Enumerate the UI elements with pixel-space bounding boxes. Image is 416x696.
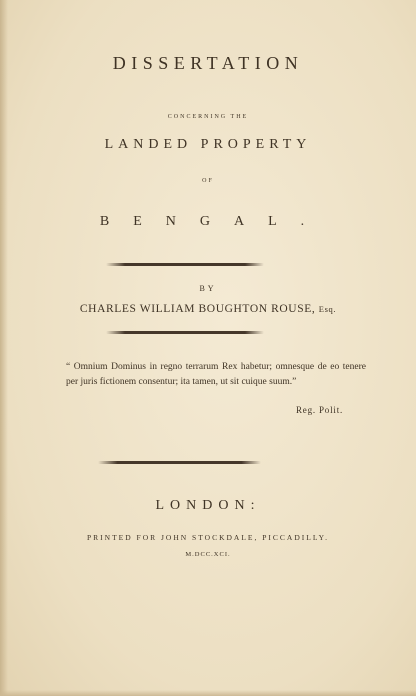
subject-line: LANDED PROPERTY: [104, 137, 312, 152]
author-name: CHARLES WILLIAM BOUGHTON ROUSE,: [79, 303, 316, 315]
epigraph: “ Omnium Dominus in regno terrarum Rex habetur; omnesque de eo tenere per juris fictionem consentur; ita tamen, ut sit cuique suum.”: [66, 362, 366, 387]
imprint: PRINTED FOR JOHN STOCKDALE, PICCADILLY.: [87, 533, 329, 542]
epigraph-source: Reg. Polit.: [296, 405, 344, 415]
ornamental-rule-middle: [106, 331, 264, 334]
ornamental-rule-top: [106, 263, 264, 266]
of-text: OF: [202, 178, 214, 184]
by-text: BY: [199, 284, 217, 293]
author-line: [0, 303, 416, 315]
publication-year: M.DCC.XCI.: [185, 551, 231, 558]
place-name: BENGAL.: [99, 214, 329, 229]
concerning-text: CONCERNING THE: [167, 114, 249, 120]
city: LONDON:: [155, 498, 261, 513]
ornamental-rule-bottom: [98, 461, 261, 464]
book-title: DISSERTATION: [112, 53, 304, 73]
author-suffix: Esq.: [318, 304, 337, 314]
